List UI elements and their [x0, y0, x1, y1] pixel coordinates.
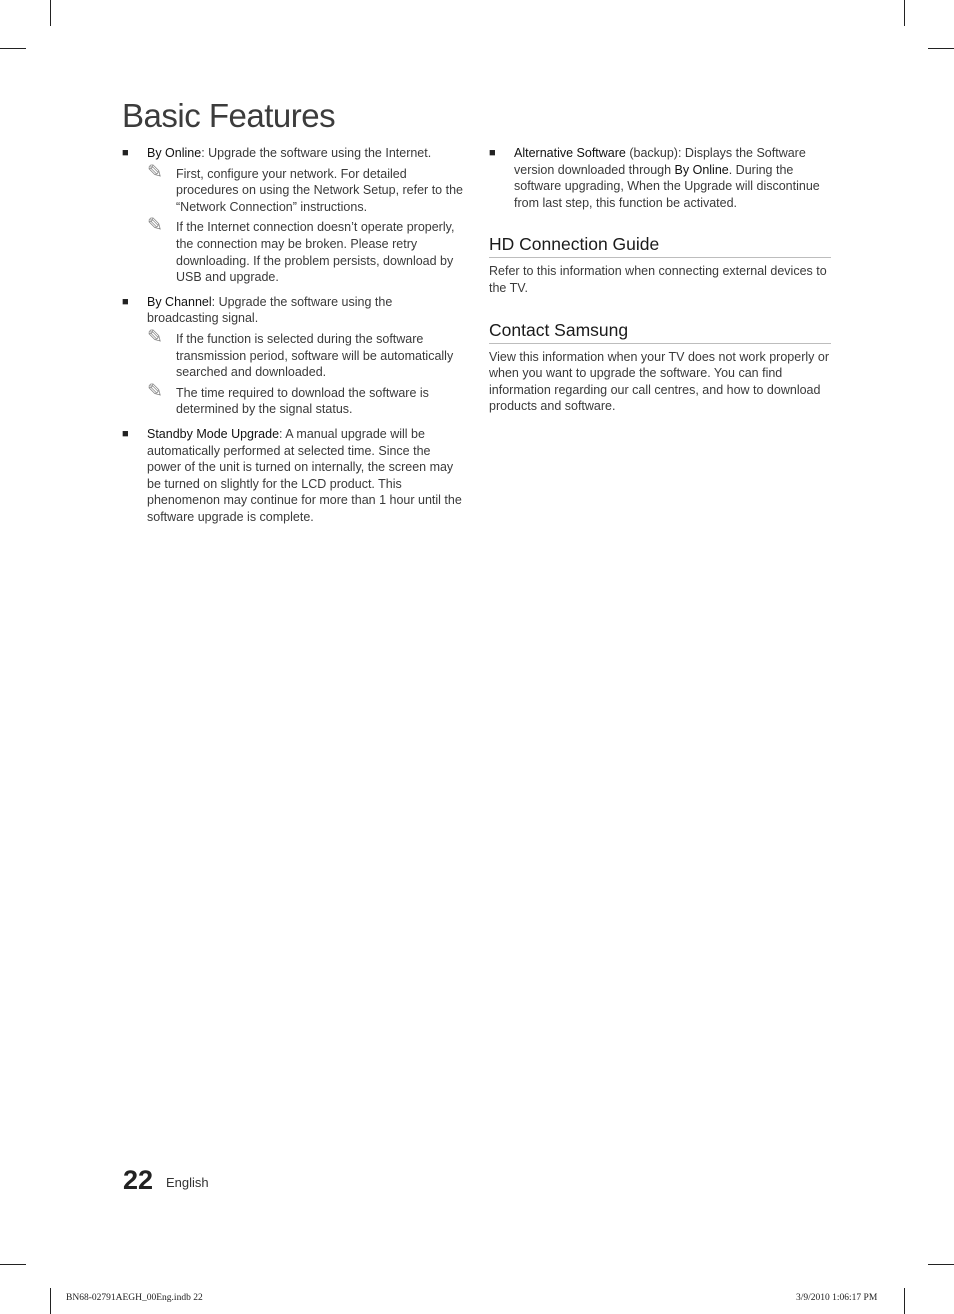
note-text: If the Internet connection doesn’t operate properly, the connection may be broken. Please retry downloading. If the problem persists, download by USB and upgrade. [176, 220, 455, 285]
section-body: Refer to this information when connecting external devices to the TV. [489, 264, 827, 295]
note [147, 215, 467, 285]
print-slug-timestamp: 3/9/2010 1:06:17 PM [796, 1293, 878, 1303]
crop-mark [50, 1288, 51, 1314]
note-text: If the function is selected during the software transmission period, software will be automatically searched and downloaded. [176, 331, 454, 380]
section-contact-samsung [489, 319, 831, 415]
right-column [489, 145, 831, 415]
item-keyword: Standby Mode Upgrade [147, 426, 280, 441]
crop-mark [928, 48, 954, 49]
bullet-square-icon: ■ [122, 427, 129, 440]
bullet-square-icon: ■ [122, 147, 129, 159]
note-text: The time required to download the software is determined by the signal status. [176, 385, 429, 417]
item-keyword: By Channel [147, 294, 212, 309]
page-title: Basic Features [122, 97, 336, 134]
list-item [122, 294, 467, 418]
section-hd-connection-guide [489, 233, 831, 296]
list-item [122, 426, 467, 526]
item-keyword-inline: By Online [674, 162, 729, 177]
item-keyword: By Online [147, 146, 202, 160]
item-text: : Upgrade the software using the broadcasting signal. [147, 294, 393, 326]
note-pencil-icon: ✎ [147, 161, 163, 183]
list-item [489, 145, 831, 211]
item-text: : Upgrade the software using the Internet. [201, 146, 432, 160]
crop-mark [904, 1288, 905, 1314]
crop-mark [904, 0, 905, 26]
section-heading: Contact Samsung [489, 319, 831, 344]
page-number: 22 [123, 1165, 154, 1195]
note [147, 380, 467, 418]
item-text: : A manual upgrade will be automatically performed at selected time. Since the power of the unit is turned on internally, the screen may be turned on slightly for the LCD product. This phenomenon may continue for more than 1 hour until the software upgrade is complete. [147, 426, 462, 524]
note [147, 326, 467, 381]
note-pencil-icon: ✎ [147, 380, 163, 402]
item-text: (backup): Displays the Software version downloaded through [514, 146, 806, 177]
crop-mark [928, 1264, 954, 1265]
note-pencil-icon: ✎ [147, 326, 163, 348]
left-column [122, 145, 467, 533]
print-slug-file: BN68-02791AEGH_00Eng.indb 22 [66, 1293, 203, 1303]
section-body: View this information when your TV does not work properly or when you want to upgrade the software. You can find information regarding our call centres, and how to download products and software. [489, 349, 829, 414]
note-pencil-icon: ✎ [147, 215, 163, 237]
bullet-square-icon: ■ [122, 295, 129, 308]
crop-mark [0, 1264, 26, 1265]
note-text: First, configure your network. For detailed procedures on using the Network Setup, refer to the “Network Connection” instructions. [176, 166, 463, 214]
crop-mark [0, 48, 26, 49]
page-language: English [166, 1175, 209, 1190]
list-item [122, 145, 467, 286]
section-heading: HD Connection Guide [489, 233, 831, 258]
bullet-square-icon: ■ [489, 147, 496, 159]
item-keyword: Alternative Software [514, 146, 626, 160]
note [147, 161, 467, 216]
item-text: . During the software upgrading, When the Upgrade will discontinue from last step, this function be activated. [514, 162, 820, 210]
crop-mark [50, 0, 51, 26]
